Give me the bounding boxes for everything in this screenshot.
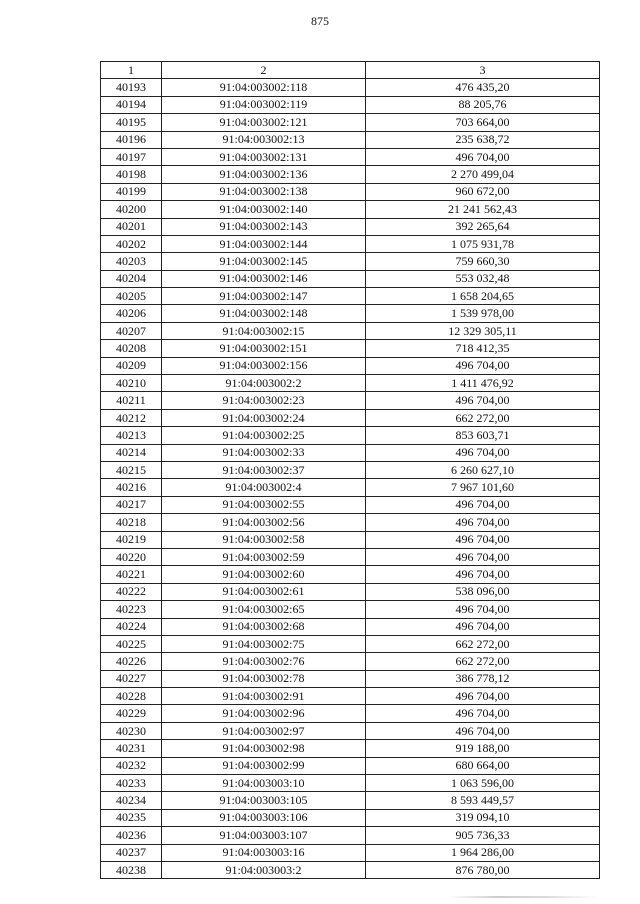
value-cell: 1 964 286,00 bbox=[366, 844, 600, 861]
table-row bbox=[101, 688, 600, 705]
table-row bbox=[101, 148, 600, 165]
value-cell: 553 032,48 bbox=[366, 270, 600, 287]
value-cell: 538 096,00 bbox=[366, 583, 600, 600]
cadastral-number-cell: 91:04:003002:65 bbox=[162, 601, 366, 618]
table-row bbox=[101, 635, 600, 652]
table-row bbox=[101, 861, 600, 878]
value-cell: 496 704,00 bbox=[366, 722, 600, 739]
row-number-cell: 40204 bbox=[101, 270, 162, 287]
table-row bbox=[101, 427, 600, 444]
value-cell: 662 272,00 bbox=[366, 409, 600, 426]
table-row bbox=[101, 479, 600, 496]
row-number-cell: 40231 bbox=[101, 740, 162, 757]
row-number-cell: 40205 bbox=[101, 288, 162, 305]
table-row bbox=[101, 531, 600, 548]
cadastral-number-cell: 91:04:003002:23 bbox=[162, 392, 366, 409]
cadastral-number-cell: 91:04:003002:68 bbox=[162, 618, 366, 635]
value-cell: 496 704,00 bbox=[366, 444, 600, 461]
table-row bbox=[101, 288, 600, 305]
registry-table bbox=[100, 61, 600, 879]
value-cell: 496 704,00 bbox=[366, 496, 600, 513]
value-cell: 1 075 931,78 bbox=[366, 235, 600, 252]
table-row bbox=[101, 461, 600, 478]
value-cell: 496 704,00 bbox=[366, 531, 600, 548]
cadastral-number-cell: 91:04:003002:33 bbox=[162, 444, 366, 461]
scan-artifact bbox=[448, 896, 598, 898]
table-row bbox=[101, 775, 600, 792]
cadastral-number-cell: 91:04:003002:2 bbox=[162, 375, 366, 392]
row-number-cell: 40219 bbox=[101, 531, 162, 548]
table-row bbox=[101, 131, 600, 148]
table-row bbox=[101, 96, 600, 113]
value-cell: 12 329 305,11 bbox=[366, 322, 600, 339]
table-row bbox=[101, 740, 600, 757]
value-cell: 386 778,12 bbox=[366, 670, 600, 687]
row-number-cell: 40207 bbox=[101, 322, 162, 339]
value-cell: 496 704,00 bbox=[366, 514, 600, 531]
cadastral-number-cell: 91:04:003002:4 bbox=[162, 479, 366, 496]
cadastral-number-cell: 91:04:003002:140 bbox=[162, 201, 366, 218]
table-row bbox=[101, 722, 600, 739]
row-number-cell: 40208 bbox=[101, 340, 162, 357]
table-row bbox=[101, 357, 600, 374]
cadastral-number-cell: 91:04:003002:61 bbox=[162, 583, 366, 600]
table-row bbox=[101, 653, 600, 670]
value-cell: 496 704,00 bbox=[366, 601, 600, 618]
cadastral-number-cell: 91:04:003003:16 bbox=[162, 844, 366, 861]
row-number-cell: 40202 bbox=[101, 235, 162, 252]
row-number-cell: 40214 bbox=[101, 444, 162, 461]
row-number-cell: 40210 bbox=[101, 375, 162, 392]
cadastral-number-cell: 91:04:003002:136 bbox=[162, 166, 366, 183]
row-number-cell: 40197 bbox=[101, 148, 162, 165]
row-number-cell: 40228 bbox=[101, 688, 162, 705]
row-number-cell: 40206 bbox=[101, 305, 162, 322]
value-cell: 496 704,00 bbox=[366, 357, 600, 374]
header-row bbox=[101, 62, 600, 79]
table-row bbox=[101, 827, 600, 844]
page-number: 875 bbox=[311, 14, 329, 28]
value-cell: 7 967 101,60 bbox=[366, 479, 600, 496]
cadastral-number-cell: 91:04:003002:147 bbox=[162, 288, 366, 305]
value-cell: 876 780,00 bbox=[366, 861, 600, 878]
value-cell: 6 260 627,10 bbox=[366, 461, 600, 478]
row-number-cell: 40198 bbox=[101, 166, 162, 183]
column-header-3: 3 bbox=[366, 62, 600, 79]
cadastral-number-cell: 91:04:003002:75 bbox=[162, 635, 366, 652]
table-row bbox=[101, 166, 600, 183]
cadastral-number-cell: 91:04:003002:97 bbox=[162, 722, 366, 739]
value-cell: 662 272,00 bbox=[366, 653, 600, 670]
value-cell: 680 664,00 bbox=[366, 757, 600, 774]
cadastral-number-cell: 91:04:003002:144 bbox=[162, 235, 366, 252]
row-number-cell: 40223 bbox=[101, 601, 162, 618]
cadastral-number-cell: 91:04:003002:76 bbox=[162, 653, 366, 670]
row-number-cell: 40199 bbox=[101, 183, 162, 200]
table-row bbox=[101, 601, 600, 618]
table-row bbox=[101, 496, 600, 513]
value-cell: 960 672,00 bbox=[366, 183, 600, 200]
row-number-cell: 40235 bbox=[101, 809, 162, 826]
row-number-cell: 40221 bbox=[101, 566, 162, 583]
cadastral-number-cell: 91:04:003002:156 bbox=[162, 357, 366, 374]
table-row bbox=[101, 792, 600, 809]
row-number-cell: 40203 bbox=[101, 253, 162, 270]
row-number-cell: 40217 bbox=[101, 496, 162, 513]
row-number-cell: 40209 bbox=[101, 357, 162, 374]
table-row bbox=[101, 218, 600, 235]
value-cell: 88 205,76 bbox=[366, 96, 600, 113]
table-row bbox=[101, 235, 600, 252]
table-row bbox=[101, 114, 600, 131]
row-number-cell: 40193 bbox=[101, 79, 162, 96]
value-cell: 1 658 204,65 bbox=[366, 288, 600, 305]
cadastral-number-cell: 91:04:003002:98 bbox=[162, 740, 366, 757]
cadastral-number-cell: 91:04:003002:99 bbox=[162, 757, 366, 774]
cadastral-number-cell: 91:04:003002:145 bbox=[162, 253, 366, 270]
row-number-cell: 40201 bbox=[101, 218, 162, 235]
value-cell: 496 704,00 bbox=[366, 392, 600, 409]
value-cell: 919 188,00 bbox=[366, 740, 600, 757]
cadastral-number-cell: 91:04:003003:2 bbox=[162, 861, 366, 878]
cadastral-number-cell: 91:04:003002:118 bbox=[162, 79, 366, 96]
value-cell: 235 638,72 bbox=[366, 131, 600, 148]
cadastral-number-cell: 91:04:003002:24 bbox=[162, 409, 366, 426]
value-cell: 392 265,64 bbox=[366, 218, 600, 235]
row-number-cell: 40212 bbox=[101, 409, 162, 426]
value-cell: 853 603,71 bbox=[366, 427, 600, 444]
table-row bbox=[101, 201, 600, 218]
value-cell: 1 063 596,00 bbox=[366, 775, 600, 792]
cadastral-number-cell: 91:04:003002:148 bbox=[162, 305, 366, 322]
row-number-cell: 40225 bbox=[101, 635, 162, 652]
table-row bbox=[101, 844, 600, 861]
table-row bbox=[101, 79, 600, 96]
value-cell: 496 704,00 bbox=[366, 618, 600, 635]
value-cell: 718 412,35 bbox=[366, 340, 600, 357]
table-row bbox=[101, 583, 600, 600]
table-row bbox=[101, 392, 600, 409]
table-row bbox=[101, 322, 600, 339]
cadastral-number-cell: 91:04:003003:107 bbox=[162, 827, 366, 844]
row-number-cell: 40216 bbox=[101, 479, 162, 496]
row-number-cell: 40234 bbox=[101, 792, 162, 809]
row-number-cell: 40196 bbox=[101, 131, 162, 148]
value-cell: 1 539 978,00 bbox=[366, 305, 600, 322]
table-row bbox=[101, 270, 600, 287]
row-number-cell: 40215 bbox=[101, 461, 162, 478]
table-row bbox=[101, 548, 600, 565]
value-cell: 319 094,10 bbox=[366, 809, 600, 826]
cadastral-number-cell: 91:04:003002:121 bbox=[162, 114, 366, 131]
row-number-cell: 40236 bbox=[101, 827, 162, 844]
cadastral-number-cell: 91:04:003002:143 bbox=[162, 218, 366, 235]
cadastral-number-cell: 91:04:003002:151 bbox=[162, 340, 366, 357]
value-cell: 496 704,00 bbox=[366, 705, 600, 722]
table-row bbox=[101, 566, 600, 583]
cadastral-number-cell: 91:04:003003:105 bbox=[162, 792, 366, 809]
cadastral-number-cell: 91:04:003003:106 bbox=[162, 809, 366, 826]
cadastral-number-cell: 91:04:003002:59 bbox=[162, 548, 366, 565]
value-cell: 2 270 499,04 bbox=[366, 166, 600, 183]
table-row bbox=[101, 670, 600, 687]
cadastral-number-cell: 91:04:003002:25 bbox=[162, 427, 366, 444]
table-row bbox=[101, 409, 600, 426]
cadastral-number-cell: 91:04:003003:10 bbox=[162, 775, 366, 792]
row-number-cell: 40218 bbox=[101, 514, 162, 531]
column-header-1: 1 bbox=[101, 62, 162, 79]
row-number-cell: 40222 bbox=[101, 583, 162, 600]
cadastral-number-cell: 91:04:003002:78 bbox=[162, 670, 366, 687]
row-number-cell: 40227 bbox=[101, 670, 162, 687]
cadastral-number-cell: 91:04:003002:96 bbox=[162, 705, 366, 722]
row-number-cell: 40224 bbox=[101, 618, 162, 635]
table-body bbox=[101, 79, 600, 879]
cadastral-number-cell: 91:04:003002:15 bbox=[162, 322, 366, 339]
cadastral-number-cell: 91:04:003002:37 bbox=[162, 461, 366, 478]
value-cell: 662 272,00 bbox=[366, 635, 600, 652]
table-row bbox=[101, 340, 600, 357]
cadastral-number-cell: 91:04:003002:138 bbox=[162, 183, 366, 200]
table-row bbox=[101, 375, 600, 392]
value-cell: 1 411 476,92 bbox=[366, 375, 600, 392]
row-number-cell: 40194 bbox=[101, 96, 162, 113]
table-row bbox=[101, 253, 600, 270]
cadastral-number-cell: 91:04:003002:119 bbox=[162, 96, 366, 113]
row-number-cell: 40200 bbox=[101, 201, 162, 218]
table-row bbox=[101, 183, 600, 200]
column-header-2: 2 bbox=[162, 62, 366, 79]
table-row bbox=[101, 305, 600, 322]
cadastral-number-cell: 91:04:003002:60 bbox=[162, 566, 366, 583]
row-number-cell: 40232 bbox=[101, 757, 162, 774]
cadastral-number-cell: 91:04:003002:58 bbox=[162, 531, 366, 548]
value-cell: 496 704,00 bbox=[366, 688, 600, 705]
row-number-cell: 40230 bbox=[101, 722, 162, 739]
row-number-cell: 40229 bbox=[101, 705, 162, 722]
cadastral-number-cell: 91:04:003002:13 bbox=[162, 131, 366, 148]
row-number-cell: 40213 bbox=[101, 427, 162, 444]
cadastral-number-cell: 91:04:003002:91 bbox=[162, 688, 366, 705]
row-number-cell: 40226 bbox=[101, 653, 162, 670]
value-cell: 21 241 562,43 bbox=[366, 201, 600, 218]
value-cell: 8 593 449,57 bbox=[366, 792, 600, 809]
value-cell: 476 435,20 bbox=[366, 79, 600, 96]
table-row bbox=[101, 705, 600, 722]
row-number-cell: 40233 bbox=[101, 775, 162, 792]
value-cell: 905 736,33 bbox=[366, 827, 600, 844]
row-number-cell: 40237 bbox=[101, 844, 162, 861]
value-cell: 703 664,00 bbox=[366, 114, 600, 131]
value-cell: 496 704,00 bbox=[366, 148, 600, 165]
value-cell: 496 704,00 bbox=[366, 548, 600, 565]
table-row bbox=[101, 809, 600, 826]
row-number-cell: 40220 bbox=[101, 548, 162, 565]
cadastral-number-cell: 91:04:003002:55 bbox=[162, 496, 366, 513]
row-number-cell: 40195 bbox=[101, 114, 162, 131]
table-row bbox=[101, 618, 600, 635]
cadastral-number-cell: 91:04:003002:56 bbox=[162, 514, 366, 531]
table-row bbox=[101, 444, 600, 461]
table-row bbox=[101, 514, 600, 531]
value-cell: 759 660,30 bbox=[366, 253, 600, 270]
cadastral-number-cell: 91:04:003002:146 bbox=[162, 270, 366, 287]
value-cell: 496 704,00 bbox=[366, 566, 600, 583]
row-number-cell: 40238 bbox=[101, 861, 162, 878]
table-row bbox=[101, 757, 600, 774]
row-number-cell: 40211 bbox=[101, 392, 162, 409]
cadastral-number-cell: 91:04:003002:131 bbox=[162, 148, 366, 165]
